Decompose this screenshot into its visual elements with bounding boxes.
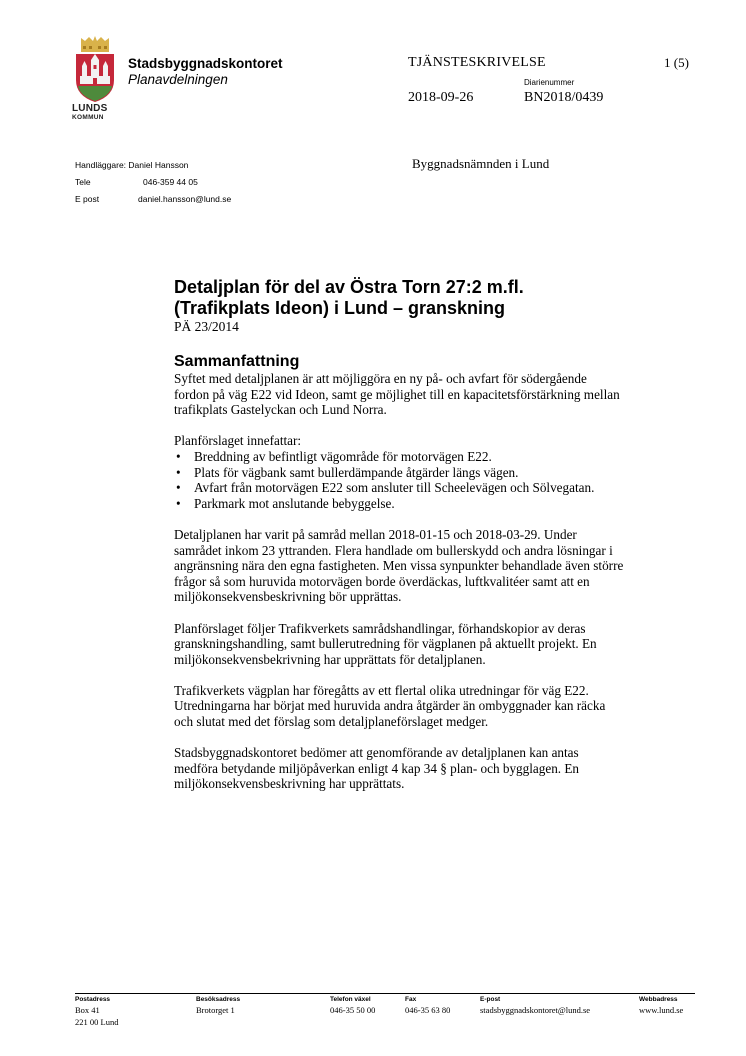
document-type: TJÄNSTESKRIVELSE <box>408 55 546 70</box>
paragraph-purpose: Syftet med detaljplanen är att möjliggöra en ny på- och avfart för södergående fordon på väg E22 vid Ideon, samt ge möjlighet till en kapacitetsförstärkning mellan trafikplats Gastelyckan och Lund Norra. <box>174 371 620 418</box>
paragraph-consultation: Detaljplanen har varit på samråd mellan 2018-01-15 och 2018-03-29. Under samrådet inkom 23 yttranden. Flera handlade om bullerskydd och andra lösningar i angränsning nära den egna fastigheten. Men vissa synpunkter behandlade även större frågor så som huruvida motorvägen borde överdäckas, luftkvalitéer samt att en miljökonsekvensbeskrivning bör upprättas. <box>174 526 624 605</box>
email-link[interactable]: daniel.hansson@lund.se <box>138 194 232 204</box>
registration-number-label: Diarienummer <box>524 78 575 87</box>
footer-web-link[interactable]: www.lund.se <box>639 1005 684 1015</box>
phone-number: 046-359 44 05 <box>143 177 198 187</box>
footer-email-link[interactable]: stadsbyggnadskontoret@lund.se <box>480 1005 591 1015</box>
document-title-line-1: Detaljplan för del av Östra Torn 27:2 m.fl. <box>174 277 524 297</box>
footer-phone-label: Telefon växel <box>330 996 371 1003</box>
paragraph-road-plan: Trafikverkets vägplan har föregåtts av ett flertal olika utredningar för väg E22. Utredningarna har börjat med huruvida andra åtgärder än ombyggnader kan räcka och slutat med det förslag som detaljplaneförslaget medger. <box>174 682 606 730</box>
proposal-list <box>174 449 624 511</box>
coat-of-arms-icon <box>72 36 118 102</box>
recipient: Byggnadsnämnden i Lund <box>412 156 550 171</box>
email-label: E post <box>75 194 100 204</box>
logo-word-lunds: LUNDS <box>72 103 108 114</box>
list-item: • Avfart från motorvägen E22 som ansluter till Scheelevägen och Sölvegatan. <box>174 480 624 496</box>
logo-word-kommun: KOMMUN <box>72 114 104 121</box>
lunds-kommun-logo <box>72 36 118 132</box>
department-name: Stadsbyggnadskontoret <box>128 56 283 71</box>
division-name: Planavdelningen <box>128 72 228 87</box>
paragraph-proposal-basis: Planförslaget följer Trafikverkets samrådshandlingar, förhandskopior av deras granskningshandling, samt bullerutredning för vägplanen på aktuellt projekt. En miljökonsekvensbekrivning har upprättats för detaljplanen. <box>174 620 597 667</box>
list-item: • Breddning av befintligt vägområde för motorvägen E22. <box>174 449 624 465</box>
footer-divider <box>75 993 695 994</box>
paragraph-proposal-intro: Planförslaget innefattar: <box>174 433 302 449</box>
phone-label: Tele <box>75 177 91 187</box>
footer-postal-label: Postadress <box>75 996 111 1003</box>
footer-fax: 046-35 63 80 <box>405 1005 451 1015</box>
registration-number: BN2018/0439 <box>524 90 604 105</box>
footer-web-label: Webbadress <box>639 996 678 1003</box>
footer-email-label: E-post <box>480 996 501 1003</box>
footer-phone: 046-35 50 00 <box>330 1005 376 1015</box>
footer-postal-line-2: 221 00 Lund <box>75 1017 119 1027</box>
summary-heading: Sammanfattning <box>174 353 300 370</box>
page-number: 1 (5) <box>664 55 689 70</box>
list-item: • Plats för vägbank samt bullerdämpande åtgärder längs vägen. <box>174 465 624 481</box>
footer-visit-address: Brotorget 1 <box>196 1005 235 1015</box>
plan-reference: PÄ 23/2014 <box>174 319 239 334</box>
footer-visit-label: Besöksadress <box>196 996 241 1003</box>
handler-name: Handläggare: Daniel Hansson <box>75 160 189 170</box>
document-title-line-2: (Trafikplats Ideon) i Lund – granskning <box>174 298 506 318</box>
footer-fax-label: Fax <box>405 996 417 1003</box>
footer-postal-line-1: Box 41 <box>75 1005 100 1015</box>
paragraph-environmental-impact: Stadsbyggnadskontoret bedömer att genomförande av detaljplanen kan antas medföra betydande miljöpåverkan enligt 4 kap 34 § plan- och bygglagen. En miljökonsekvensbeskrivning har upprättats. <box>174 745 580 792</box>
document-body <box>174 277 624 808</box>
list-item: • Parkmark mot anslutande bebyggelse. <box>174 496 624 512</box>
document-date: 2018-09-26 <box>408 90 474 105</box>
